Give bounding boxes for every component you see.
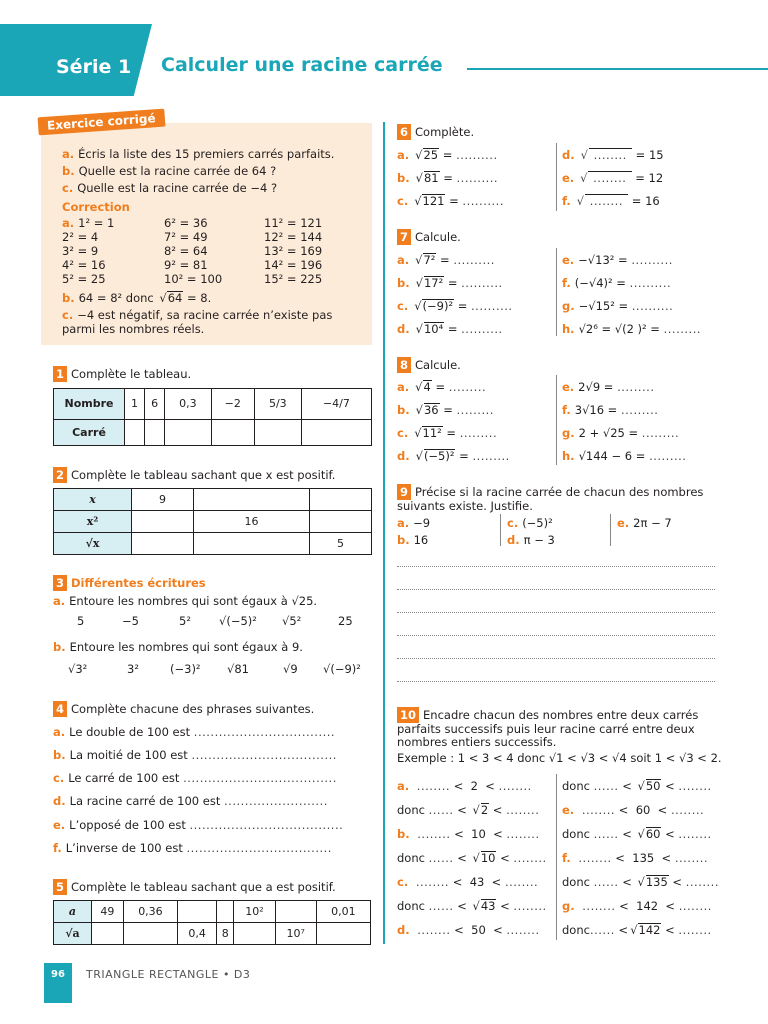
- ex8-item-e: e. 2√9 = .........: [562, 380, 655, 394]
- table-cell: [178, 901, 217, 923]
- table-cell: −4/7: [301, 389, 371, 420]
- column-separator: [500, 514, 501, 546]
- corrige-question-b: b. Quelle est la racine carrée de 64 ?: [62, 164, 277, 178]
- table-head-sqrt-a: √a: [54, 923, 92, 945]
- ex6-item-b: b.√ 81 = ..........: [397, 171, 498, 185]
- table-cell: 16: [193, 511, 309, 533]
- ex7-item-b: b.√ 17² = ..........: [397, 276, 503, 290]
- ex7-item-a: a.√ 7² = ..........: [397, 253, 495, 267]
- answer-line[interactable]: [397, 566, 715, 567]
- table-cell-empty[interactable]: [132, 511, 194, 533]
- table-cell: 6: [145, 389, 165, 420]
- ex10-row: a. ........ < 2 < ........: [397, 779, 532, 793]
- table-cell: [123, 923, 177, 945]
- column-separator: [556, 375, 557, 465]
- ex9-item-a: a. −9: [397, 516, 431, 530]
- table-cell: 5: [310, 533, 372, 555]
- table-cell-empty[interactable]: [193, 489, 309, 511]
- ex9-item-b: b. 16: [397, 533, 429, 547]
- ex7-item-g: g. −√15² = ..........: [562, 299, 674, 313]
- exercise-7-title: 7 Calcule.: [397, 229, 461, 245]
- exercise-2-title: 2 Complète le tableau sachant que x est positif.: [53, 467, 335, 483]
- table-head-x-squared: x²: [54, 511, 132, 533]
- table-head-sqrt-x: √x: [54, 533, 132, 555]
- ex10-row: g. ........ < 142 < ........: [562, 899, 712, 913]
- table-cell-empty[interactable]: [125, 419, 145, 445]
- ex8-item-a: a.√ 4 = .........: [397, 380, 486, 394]
- ex8-item-c: c.√ 11² = .........: [397, 426, 497, 440]
- column-divider: [383, 122, 385, 944]
- ex7-item-c: c.√ (−9)² = ..........: [397, 299, 513, 313]
- ex3-b-item[interactable]: √9: [283, 662, 298, 676]
- footer-chapter: TRIANGLE RECTANGLE • D3: [86, 968, 251, 981]
- ex4-item-f: f. L’inverse de 100 est ...................................: [53, 841, 332, 855]
- exercise-1-table: [53, 388, 372, 446]
- ex4-item-c: c. Le carré de 100 est .....................................: [53, 771, 337, 785]
- table-cell: [92, 923, 124, 945]
- ex3-b-item[interactable]: √81: [227, 662, 249, 676]
- squares-col-1: a. 1² = 1 2² = 4 3² = 9 4² = 16 5² = 25: [62, 216, 115, 286]
- table-cell-empty[interactable]: [132, 533, 194, 555]
- table-cell: 0,36: [123, 901, 177, 923]
- ex10-row: donc ...... < √ 2 < ........: [397, 803, 539, 817]
- table-cell: 0,3: [165, 389, 211, 420]
- ex7-item-f: f. (−√4)² = ..........: [562, 276, 672, 290]
- ex4-item-a: a. Le double de 100 est ..................................: [53, 725, 336, 739]
- corrige-answer-b: b. 64 = 8² donc √ 64 = 8.: [62, 291, 211, 305]
- ex9-item-c: c. (−5)²: [507, 516, 553, 530]
- ex3-b-item[interactable]: (−3)²: [170, 662, 201, 676]
- title-rule: [467, 68, 768, 70]
- table-cell: 5/3: [254, 389, 301, 420]
- exercise-4-title: 4 Complète chacune des phrases suivantes.: [53, 701, 314, 717]
- table-cell: 9: [132, 489, 194, 511]
- table-cell: 0,01: [316, 901, 370, 923]
- ex8-item-h: h. √144 − 6 = .........: [562, 449, 687, 463]
- table-head-a: a: [54, 901, 92, 923]
- table-cell: −2: [211, 389, 254, 420]
- ex6-item-c: c.√ 121 = ..........: [397, 194, 504, 208]
- table-cell-empty[interactable]: [165, 419, 211, 445]
- exercise-10-title: 10 Encadre chacun des nombres entre deux carrés parfaits successifs puis leur racine carré entre deux nombres entiers successifs.: [397, 708, 699, 749]
- exercise-6-title: 6 Complète.: [397, 124, 474, 140]
- ex9-item-d: d. π − 3: [507, 533, 555, 547]
- exercise-1-title: 1 Complète le tableau.: [53, 366, 191, 382]
- answer-line[interactable]: [397, 635, 715, 636]
- column-separator: [610, 514, 611, 546]
- correction-title: Correction: [62, 200, 130, 214]
- ex3-b-item[interactable]: √3²: [68, 662, 88, 676]
- ex3-a-item[interactable]: −5: [122, 614, 139, 628]
- table-cell: [316, 923, 370, 945]
- corrige-answer-c: c. −4 est négatif, sa racine carrée n’existe pas parmi les nombres réels.: [62, 308, 333, 336]
- exercise-3-a-text: a. Entoure les nombres qui sont égaux à √25.: [53, 594, 318, 608]
- table-cell-empty[interactable]: [301, 419, 371, 445]
- exercise-5-table: [53, 900, 371, 945]
- exercise-5-title: 5 Complète le tableau sachant que a est positif.: [53, 879, 336, 895]
- ex4-item-b: b. La moitié de 100 est ...................................: [53, 748, 337, 762]
- ex10-row: d. ........ < 50 < ........: [397, 923, 540, 937]
- ex10-row: donc ...... < √ 60 < ........: [562, 827, 712, 841]
- ex10-row: donc...... <√ 142 < ........: [562, 923, 712, 937]
- ex10-row: e. ........ < 60 < ........: [562, 803, 705, 817]
- squares-col-2: 6² = 36 7² = 49 8² = 64 9² = 81 10² = 100: [164, 216, 223, 286]
- ex8-item-b: b.√ 36 = .........: [397, 403, 494, 417]
- ex7-item-h: h. √2⁶ = √(2 )² = .........: [562, 322, 702, 336]
- table-cell-empty[interactable]: [310, 489, 372, 511]
- table-cell: 10⁷: [275, 923, 316, 945]
- ex4-item-e: e. L’opposé de 100 est .....................................: [53, 818, 344, 832]
- ex4-item-d: d. La racine carré de 100 est .........................: [53, 794, 328, 808]
- ex10-row: donc ...... < √ 10 < ........: [397, 851, 547, 865]
- table-cell: [217, 901, 234, 923]
- ex7-item-d: d.√ 10⁴ = ..........: [397, 322, 503, 336]
- table-head-carre: Carré: [54, 419, 125, 445]
- table-cell: 49: [92, 901, 124, 923]
- ex3-a-item[interactable]: 25: [338, 614, 353, 628]
- ex10-row: donc ...... < √ 135 < ........: [562, 875, 719, 889]
- page-title: Calculer une racine carrée: [161, 54, 443, 76]
- ex10-row: donc ...... < √ 43 < ........: [397, 899, 547, 913]
- ex10-row: donc ...... < √ 50 < ........: [562, 779, 712, 793]
- column-separator: [556, 143, 557, 211]
- ex3-b-item[interactable]: 3²: [127, 662, 139, 676]
- page-number: 96: [44, 963, 72, 1003]
- exercise-3-b-text: b. Entoure les nombres qui sont égaux à 9.: [53, 640, 303, 654]
- ex3-b-item[interactable]: √(−9)²: [323, 662, 361, 676]
- answer-line[interactable]: [397, 681, 715, 682]
- ex3-a-item[interactable]: √5²: [282, 614, 302, 628]
- table-cell: 10²: [234, 901, 275, 923]
- answer-line[interactable]: [397, 612, 715, 613]
- table-cell: [234, 923, 275, 945]
- ex6-item-a: a.√ 25 = ..........: [397, 148, 498, 162]
- column-separator: [556, 248, 557, 336]
- ex3-a-item[interactable]: √(−5)²: [219, 614, 257, 628]
- exercise-9-title: 9 Précise si la racine carrée de chacun des nombres suivants existe. Justifie.: [397, 485, 704, 513]
- ex10-row: f. ........ < 135 < ........: [562, 851, 709, 865]
- answer-line[interactable]: [397, 589, 715, 590]
- ex6-item-e: e.√ ........ = 12: [562, 171, 663, 185]
- ex7-item-e: e. −√13² = ..........: [562, 253, 673, 267]
- ex8-item-d: d.√ (−5)² = .........: [397, 449, 510, 463]
- table-cell-empty[interactable]: [310, 511, 372, 533]
- exercise-2-table: [53, 488, 372, 555]
- table-head-x: x: [54, 489, 132, 511]
- ex8-item-f: f. 3√16 = .........: [562, 403, 659, 417]
- ex9-item-e: e. 2π − 7: [617, 516, 672, 530]
- ex10-row: b. ........ < 10 < ........: [397, 827, 540, 841]
- table-cell-empty[interactable]: [145, 419, 165, 445]
- series-label: Série 1: [56, 56, 132, 78]
- answer-line[interactable]: [397, 658, 715, 659]
- ex10-row: c. ........ < 43 < ........: [397, 875, 539, 889]
- corrected-exercise-badge: Exercice corrigé: [38, 109, 166, 136]
- table-cell: 1: [125, 389, 145, 420]
- ex6-item-f: f.√ ........ = 16: [562, 194, 660, 208]
- corrige-question-a: a. Écris la liste des 15 premiers carrés parfaits.: [62, 147, 335, 161]
- exercise-3-title: 3 Différentes écritures: [53, 575, 206, 591]
- table-cell-empty[interactable]: [211, 419, 254, 445]
- column-separator: [556, 774, 557, 940]
- table-cell: [275, 901, 316, 923]
- table-head-nombre: Nombre: [54, 389, 125, 420]
- ex3-a-item[interactable]: 5²: [179, 614, 191, 628]
- ex6-item-d: d.√ ........ = 15: [562, 148, 664, 162]
- ex3-a-item[interactable]: 5: [77, 614, 85, 628]
- exercise-8-title: 8 Calcule.: [397, 357, 461, 373]
- corrige-question-c: c. Quelle est la racine carrée de −4 ?: [62, 181, 278, 195]
- table-cell: 8: [217, 923, 234, 945]
- ex10-example: Exemple : 1 < 3 < 4 donc √1 < √3 < √4 soit 1 < √3 < 2.: [397, 751, 722, 765]
- squares-col-3: 11² = 121 12² = 144 13² = 169 14² = 196 15² = 225: [264, 216, 323, 286]
- ex8-item-g: g. 2 + √25 = .........: [562, 426, 680, 440]
- table-cell: 0,4: [178, 923, 217, 945]
- table-cell-empty[interactable]: [254, 419, 301, 445]
- table-cell-empty[interactable]: [193, 533, 309, 555]
